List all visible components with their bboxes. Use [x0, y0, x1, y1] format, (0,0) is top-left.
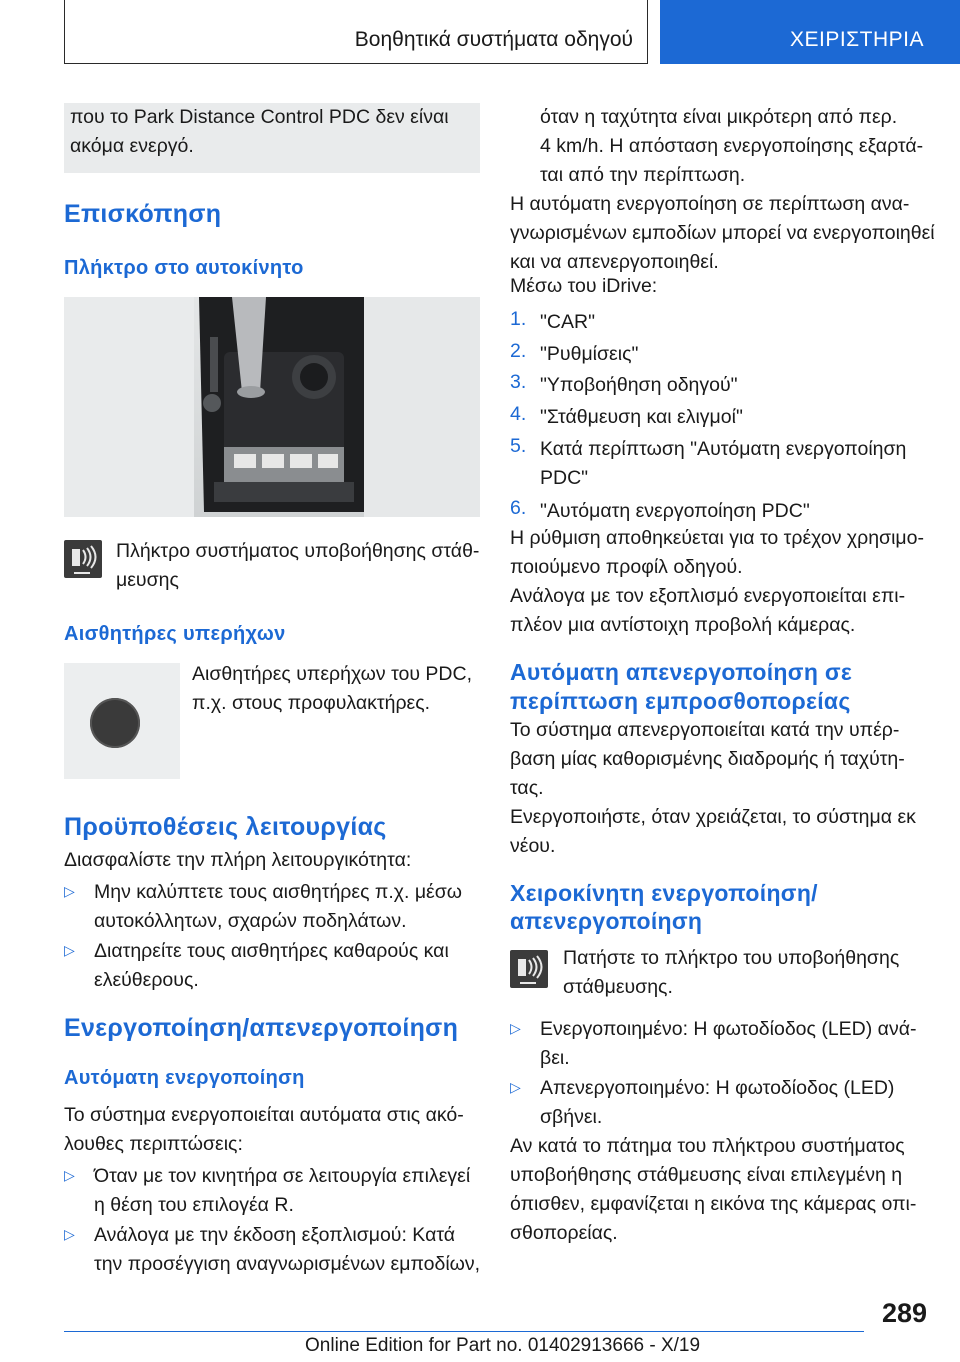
bullet-triangle-icon: ▷ — [64, 942, 75, 958]
para4-line-1: Αν κατά το πάτημα του πλήκτρου συστήματος — [510, 1135, 905, 1157]
para1-line-2: γνωρισμένων εμποδίων μπορεί να ενεργοποιηθεί — [510, 222, 935, 244]
header-chapter-box — [660, 0, 960, 64]
fwd1-line-1: Το σύστημα απενεργοποιείται κατά την υπέρ- — [510, 719, 900, 741]
list-item-line: ελεύθερους. — [94, 969, 199, 991]
requirements-intro: Διασφαλίστε την πλήρη λειτουργικότητα: — [64, 849, 412, 871]
manual-caption-line-1: Πατήστε το πλήκτρο του υποβοήθησης — [563, 947, 900, 969]
bullet-triangle-icon: ▷ — [64, 1226, 75, 1242]
heading-automatic-activation: Αυτόματη ενεργοποίηση — [64, 1067, 305, 1089]
list-item-line: Μην καλύπτετε τους αισθητήρες π.χ. μέσω — [94, 881, 463, 903]
para3-line-2: πλέον μια αντίστοιχη προβολή κάμερας. — [510, 614, 856, 636]
heading-ultrasonic-sensors: Αισθητήρες υπερήχων — [64, 623, 286, 645]
sensors-caption-line-2: π.χ. στους προφυλακτήρες. — [192, 692, 431, 714]
auto-intro-line-1: Το σύστημα ενεργοποιείται αυτόματα στις ακό- — [64, 1104, 464, 1126]
header-section-title: Βοηθητικά συστήματα οδηγού — [354, 28, 633, 51]
heading-button-in-car: Πλήκτρο στο αυτοκίνητο — [64, 257, 304, 279]
step-number: 4. — [510, 403, 527, 425]
continuation-line-2: 4 km/h. Η απόσταση ενεργοποίησης εξαρτά- — [540, 135, 924, 157]
heading-manual-activation-line-2: απενεργοποίηση — [510, 908, 703, 934]
para1-line-3: και να απενεργοποιηθεί. — [510, 251, 719, 273]
pdc-button-icon — [510, 950, 548, 988]
note-box — [64, 103, 480, 173]
header-section-box — [64, 0, 648, 64]
step-number: 2. — [510, 340, 527, 362]
fwd2-line-2: νέου. — [510, 835, 556, 857]
list-item-line: την προσέγγιση αναγνωρισμένων εμποδίων, — [94, 1253, 481, 1275]
step-text: "Στάθμευση και ελιγμοί" — [540, 406, 743, 428]
step-text: "Αυτόματη ενεργοποίηση PDC" — [540, 500, 810, 522]
para3-line-1: Ανάλογα με τον εξοπλισμό ενεργοποιείται επι- — [510, 585, 906, 607]
sensor-dot-icon — [90, 698, 140, 748]
para4-line-3: όπισθεν, εμφανίζεται η εικόνα της κάμερας οπι- — [510, 1193, 917, 1215]
list-item-line: Απενεργοποιημένο: Η φωτοδίοδος (LED) — [540, 1077, 895, 1099]
note-line-2: ακόμα ενεργό. — [70, 135, 194, 157]
gear-selector-photo — [64, 297, 480, 517]
note-line-1: που το Park Distance Control PDC δεν είναι — [70, 106, 449, 128]
step-number: 6. — [510, 497, 527, 519]
continuation-line-3: ται από την περίπτωση. — [540, 164, 746, 186]
heading-forward-deactivation-line-2: περίπτωση εμπροσθοπορείας — [510, 688, 851, 714]
heading-forward-deactivation-line-1: Αυτόματη απενεργοποίηση σε — [510, 659, 853, 685]
para1-line-1: Η αυτόματη ενεργοποίηση σε περίπτωση ανα- — [510, 193, 910, 215]
button-caption-line-2: μευσης — [116, 569, 179, 591]
step-number: 1. — [510, 308, 527, 330]
step-text: PDC" — [540, 467, 589, 489]
list-item-line: βει. — [540, 1047, 570, 1069]
button-caption-line-1: Πλήκτρο συστήματος υποβοήθησης στάθ- — [116, 540, 480, 562]
step-number: 5. — [510, 435, 527, 457]
step-number: 3. — [510, 371, 527, 393]
heading-requirements: Προϋποθέσεις λειτουργίας — [64, 813, 387, 841]
sensors-caption-line-1: Αισθητήρες υπερήχων του PDC, — [192, 663, 473, 685]
footer-edition: Online Edition for Part no. 01402913666 - X/19 — [305, 1335, 701, 1356]
list-item-line: Διατηρείτε τους αισθητήρες καθαρούς και — [94, 940, 449, 962]
step-text: "Υποβοήθηση οδηγού" — [540, 374, 738, 396]
bullet-triangle-icon: ▷ — [64, 1167, 75, 1183]
idrive-intro: Μέσω του iDrive: — [510, 275, 658, 297]
para2-line-2: ποιούμενο προφίλ οδηγού. — [510, 556, 743, 578]
bullet-triangle-icon: ▷ — [510, 1079, 521, 1095]
step-text: "CAR" — [540, 311, 596, 333]
heading-activation: Ενεργοποίηση/απενεργοποίηση — [64, 1014, 459, 1042]
step-text: Κατά περίπτωση "Αυτόματη ενεργοποίηση — [540, 438, 907, 460]
heading-manual-activation-line-1: Χειροκίνητη ενεργοποίηση/ — [510, 880, 818, 906]
center-console-illustration — [64, 297, 480, 517]
continuation-line-1: όταν η ταχύτητα είναι μικρότερη από περ. — [540, 106, 898, 128]
bullet-triangle-icon: ▷ — [64, 883, 75, 899]
fwd1-line-3: τας. — [510, 777, 544, 799]
para4-line-4: σθοπορείας. — [510, 1222, 618, 1244]
list-item-line: η θέση του επιλογέα R. — [94, 1194, 294, 1216]
list-item-line: Όταν με τον κινητήρα σε λειτουργία επιλεγεί — [94, 1165, 471, 1187]
fwd1-line-2: βαση μίας καθορισμένης διαδρομής ή ταχύτη- — [510, 748, 905, 770]
step-text: "Ρυθμίσεις" — [540, 343, 639, 365]
heading-overview: Επισκόπηση — [64, 200, 222, 228]
ultrasonic-sensor-image — [64, 663, 180, 779]
para4-line-2: υποβοήθησης στάθμευσης είναι επιλεγμένη η — [510, 1164, 903, 1186]
list-item-line: αυτοκόλλητων, σχαρών ποδηλάτων. — [94, 910, 407, 932]
manual-caption-line-2: στάθμευσης. — [563, 976, 673, 998]
page-number: 289 — [881, 1298, 927, 1328]
bullet-triangle-icon: ▷ — [510, 1020, 521, 1036]
para2-line-1: Η ρύθμιση αποθηκεύεται για το τρέχον χρησιμο- — [510, 527, 924, 549]
auto-intro-line-2: λουθες περιπτώσεις: — [64, 1133, 243, 1155]
pdc-button-icon — [64, 540, 102, 578]
list-item-line: Ανάλογα με την έκδοση εξοπλισμού: Κατά — [94, 1224, 456, 1246]
footer-divider — [64, 1331, 864, 1332]
header-chapter-title: ΧΕΙΡΙΣΤΗΡΙΑ — [789, 28, 924, 51]
list-item-line: σβήνει. — [540, 1106, 603, 1128]
list-item-line: Ενεργοποιημένο: Η φωτοδίοδος (LED) ανά- — [540, 1018, 917, 1040]
fwd2-line-1: Ενεργοποιήστε, όταν χρειάζεται, το σύστημα εκ — [510, 806, 916, 828]
